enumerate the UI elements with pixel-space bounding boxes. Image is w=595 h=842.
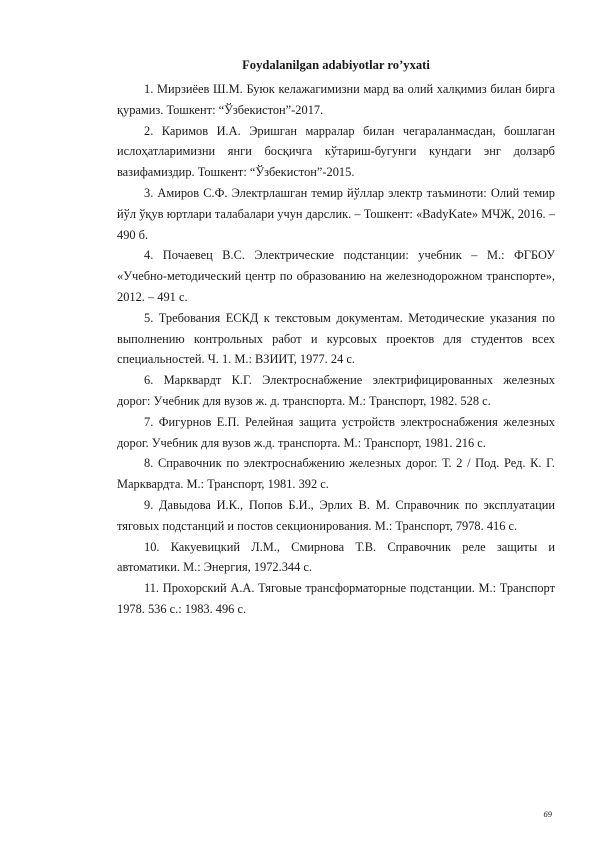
reference-item-1: 1. Мирзиёев Ш.М. Буюк келажагимизни мард ва олий халқимиз билан бирга қурамиз. Тошкент: “Ўзбекистон”-2017. (117, 82, 555, 117)
reference-item-2: 2. Каримов И.А. Эришган марралар билан чегараланмасдан, бошлаган ислоҳатларимизни янги босқичга кўтариш-бугунги кундаги энг долзарб вазифамиздир. Тошкент: “Ўзбекистон”-2015. (117, 123, 555, 180)
reference-item-10: 10. Какуевицкий Л.М., Смирнова Т.В. Справочник реле защиты и автоматики. М.: Энергия, 1972.344 с. (117, 539, 555, 575)
reference-item-7: 7. Фигурнов Е.П. Релейная защита устройств электроснабжения железных дорог. Учебник для вузов ж.д. транспорта. М.: Транспорт, 1981. 216 с. (117, 414, 555, 450)
reference-item-8: 8. Справочник по электроснабжению железных дорог. Т. 2 / Под. Ред. К. Г. Марквардта. М.: Транспорт, 1981. 392 с. (117, 456, 555, 492)
reference-item-9: 9. Давыдова И.К., Попов Б.И., Эрлих В. М. Справочник по эксплуатации тяговых подстанций и постов секционирования. М.: Транспорт, 7978. 416 с. (117, 497, 555, 533)
page-title: Foydalanilgan adabiyotlar ro’yxati (242, 58, 430, 72)
reference-list (117, 79, 555, 620)
reference-item-4: 4. Почаевец В.С. Электрические подстанции: учебник – М.: ФГБОУ «Учебно-методический центр по образованию на железнодорожном транспорте», 2012. – 491 с. (117, 248, 555, 304)
reference-item-6: 6. Марквардт К.Г. Электроснабжение электрифицированных железных дорог: Учебник для вузов ж. д. транспорта. М.: Транспорт, 1982. 528 с. (117, 373, 555, 408)
reference-item-11: 11. Прохорский А.А. Тяговые трансформаторные подстанции. М.: Транспорт 1978. 536 с.: 1983. 496 с. (117, 581, 555, 616)
reference-item-5: 5. Требования ЕСКД к текстовым документам. Методические указания по выполнению контрольных работ и курсовых проектов для студентов всех специальностей. Ч. 1. М.: ВЗИИТ, 1977. 24 с. (117, 310, 555, 367)
page-number: 69 (543, 809, 552, 819)
reference-item-3: 3. Амиров С.Ф. Электрлашган темир йўллар электр таъминоти: Олий темир йўл ўқув юртлари талабалари учун дарслик. – Тошкент: «BadyKate» МЧЖ, 2016. – 490 б. (117, 185, 555, 242)
